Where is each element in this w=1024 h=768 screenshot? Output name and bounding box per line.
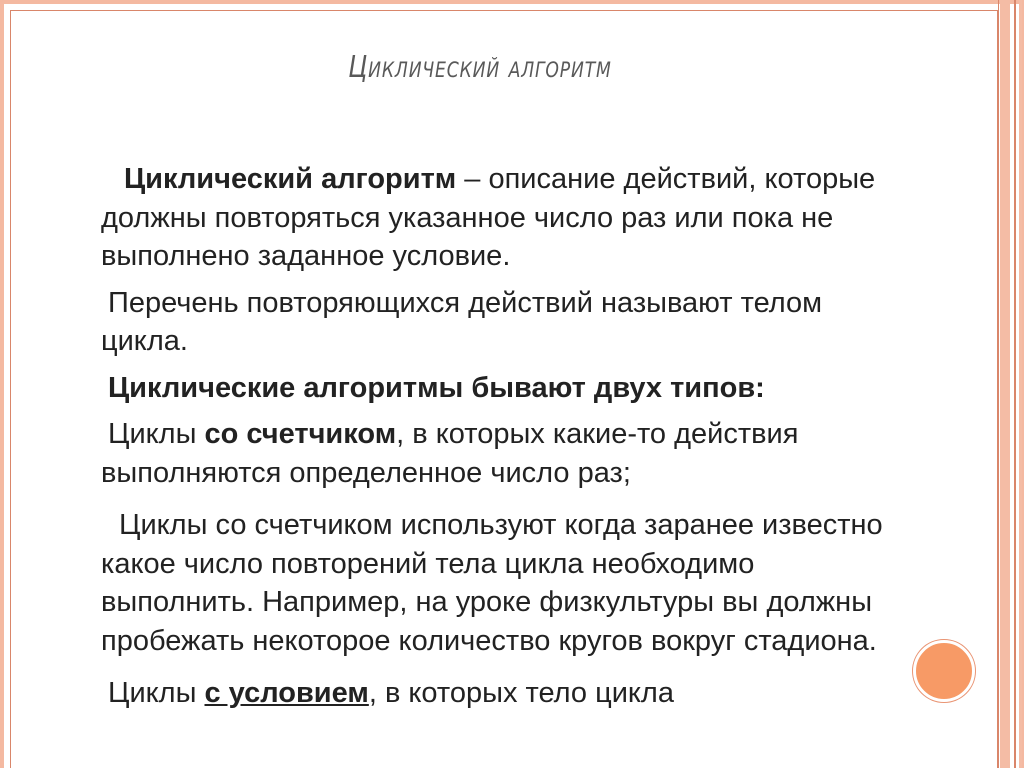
paragraph-loop-body: Перечень повторяющихся действий называют телом цикла.: [101, 286, 823, 357]
definition-text: – описание действий, которые должны повторяться указанное число раз или пока не выполнено заданное условие.: [101, 163, 876, 272]
slide-title: Циклический алгоритм: [348, 50, 612, 85]
term-with-condition-text: с условием: [204, 677, 369, 709]
paragraph-definition: [101, 160, 901, 276]
counter-loops-rest: , в которых какие-то действия выполняются определенное число раз;: [101, 418, 799, 489]
paragraph-counter-loops: [101, 415, 901, 492]
paragraph-types-heading: Циклические алгоритмы бывают двух типов:: [108, 371, 765, 404]
right-stripe: [1000, 0, 1010, 768]
counter-loops-start: Циклы: [108, 418, 205, 450]
paragraph-condition-loops: [101, 674, 901, 713]
paragraph-counter-example: Циклы со счетчиком используют когда заранее известно какое число повторений тела цикла необходимо выполнить. Например, на уроке физкультуры вы должны пробежать некоторое количество кругов вокруг стадиона.: [101, 509, 883, 657]
condition-loops-start: Циклы: [108, 677, 205, 709]
right-stripe-edge: [1019, 0, 1022, 768]
accent-circle: [913, 640, 975, 702]
right-stripe-line: [998, 0, 1000, 768]
term-cyclic-algorithm: Циклический алгоритм: [124, 163, 457, 195]
slide-body: [101, 160, 901, 713]
right-stripe-line-2: [1014, 0, 1016, 768]
condition-loops-rest: , в которых тело цикла: [368, 677, 674, 709]
term-with-counter: со счетчиком: [204, 418, 397, 450]
term-with-condition: [205, 677, 369, 709]
